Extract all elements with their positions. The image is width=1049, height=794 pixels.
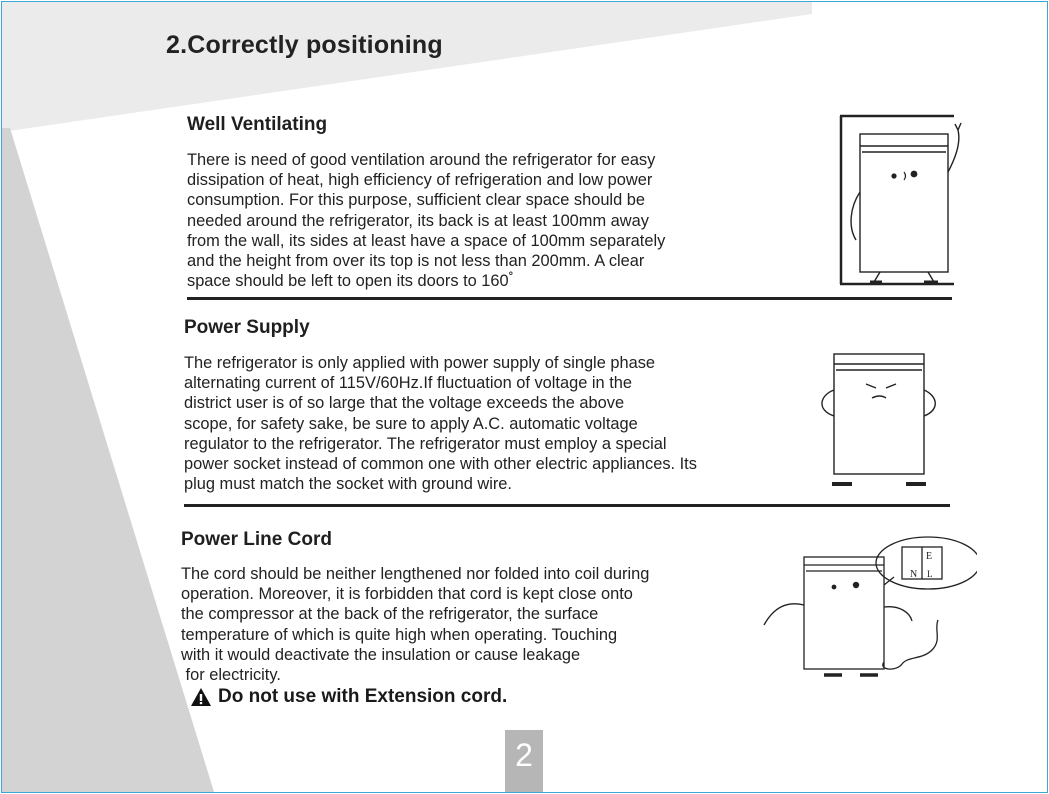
paragraph-line: operation. Moreover, it is forbidden that cord is kept close onto (181, 585, 633, 604)
paragraph-line: There is need of good ventilation around the refrigerator for easy (187, 151, 656, 169)
warning-triangle-icon (190, 687, 212, 707)
page-number: 2 (505, 730, 543, 792)
paragraph-line: and the height from over its top is not less than 200mm. A clear (187, 252, 645, 271)
section-paragraph (181, 564, 649, 685)
paragraph-line: plug must match the socket with ground wire. (184, 475, 512, 494)
section-divider (184, 504, 950, 507)
section-divider (187, 297, 952, 300)
socket-label-earth: E (926, 551, 933, 562)
paragraph-line: needed around the refrigerator, its back is at least 100mm away (187, 211, 649, 230)
paragraph-line: temperature of which is quite high when operating. Touching (181, 625, 618, 644)
top-grey-band (2, 2, 812, 132)
fridge-hands-on-hips-illustration (810, 350, 940, 492)
paragraph-line: district user is of so large that the voltage exceeds the above (184, 394, 625, 413)
paragraph-line-text: space should be left to open its doors to 160 (187, 272, 509, 291)
warning-text: Do not use with Extension cord. (218, 686, 508, 707)
paragraph-line: the compressor at the back of the refrigerator, the surface (181, 605, 599, 624)
fridge-wall-illustration (836, 112, 976, 290)
paragraph-line: dissipation of heat, high efficiency of refrigeration and low power (187, 171, 653, 190)
paragraph-line: with it would deactivate the insulation or cause leakage (181, 645, 581, 664)
degree-mark: ° (508, 270, 514, 283)
paragraph-line: regulator to the refrigerator. The refrigerator must employ a special (184, 434, 667, 453)
paragraph-line: scope, for safety sake, be sure to apply A.C. automatic voltage (184, 414, 638, 433)
paragraph-line: alternating current of 115V/60Hz.If fluctuation of voltage in the (184, 374, 632, 393)
section-power-line-cord (181, 529, 649, 685)
socket-label-live: L (927, 569, 933, 579)
section-heading: Power Line Cord (181, 529, 332, 550)
extension-cord-warning (190, 686, 507, 708)
paragraph-line: The cord should be neither lengthened nor folded into coil during (181, 565, 650, 583)
page-title: 2.Correctly positioning (166, 31, 443, 59)
section-power-supply (184, 317, 697, 494)
paragraph-line: power socket instead of common one with other electric appliances. Its (184, 455, 697, 474)
section-paragraph (184, 353, 697, 494)
paragraph-line: from the wall, its sides at least have a space of 100mm separately (187, 231, 666, 250)
section-well-ventilating (187, 114, 665, 291)
left-grey-wedge (2, 128, 214, 792)
paragraph-line: The refrigerator is only applied with power supply of single phase (184, 354, 656, 372)
section-paragraph (187, 150, 665, 291)
socket-label-neutral: N (910, 569, 918, 580)
paragraph-line (187, 271, 665, 291)
paragraph-line: for electricity. (181, 666, 281, 685)
section-heading: Well Ventilating (187, 114, 328, 135)
fridge-plug-illustration (752, 535, 977, 683)
paragraph-line: consumption. For this purpose, sufficient clear space should be (187, 191, 645, 210)
section-heading: Power Supply (184, 317, 310, 338)
